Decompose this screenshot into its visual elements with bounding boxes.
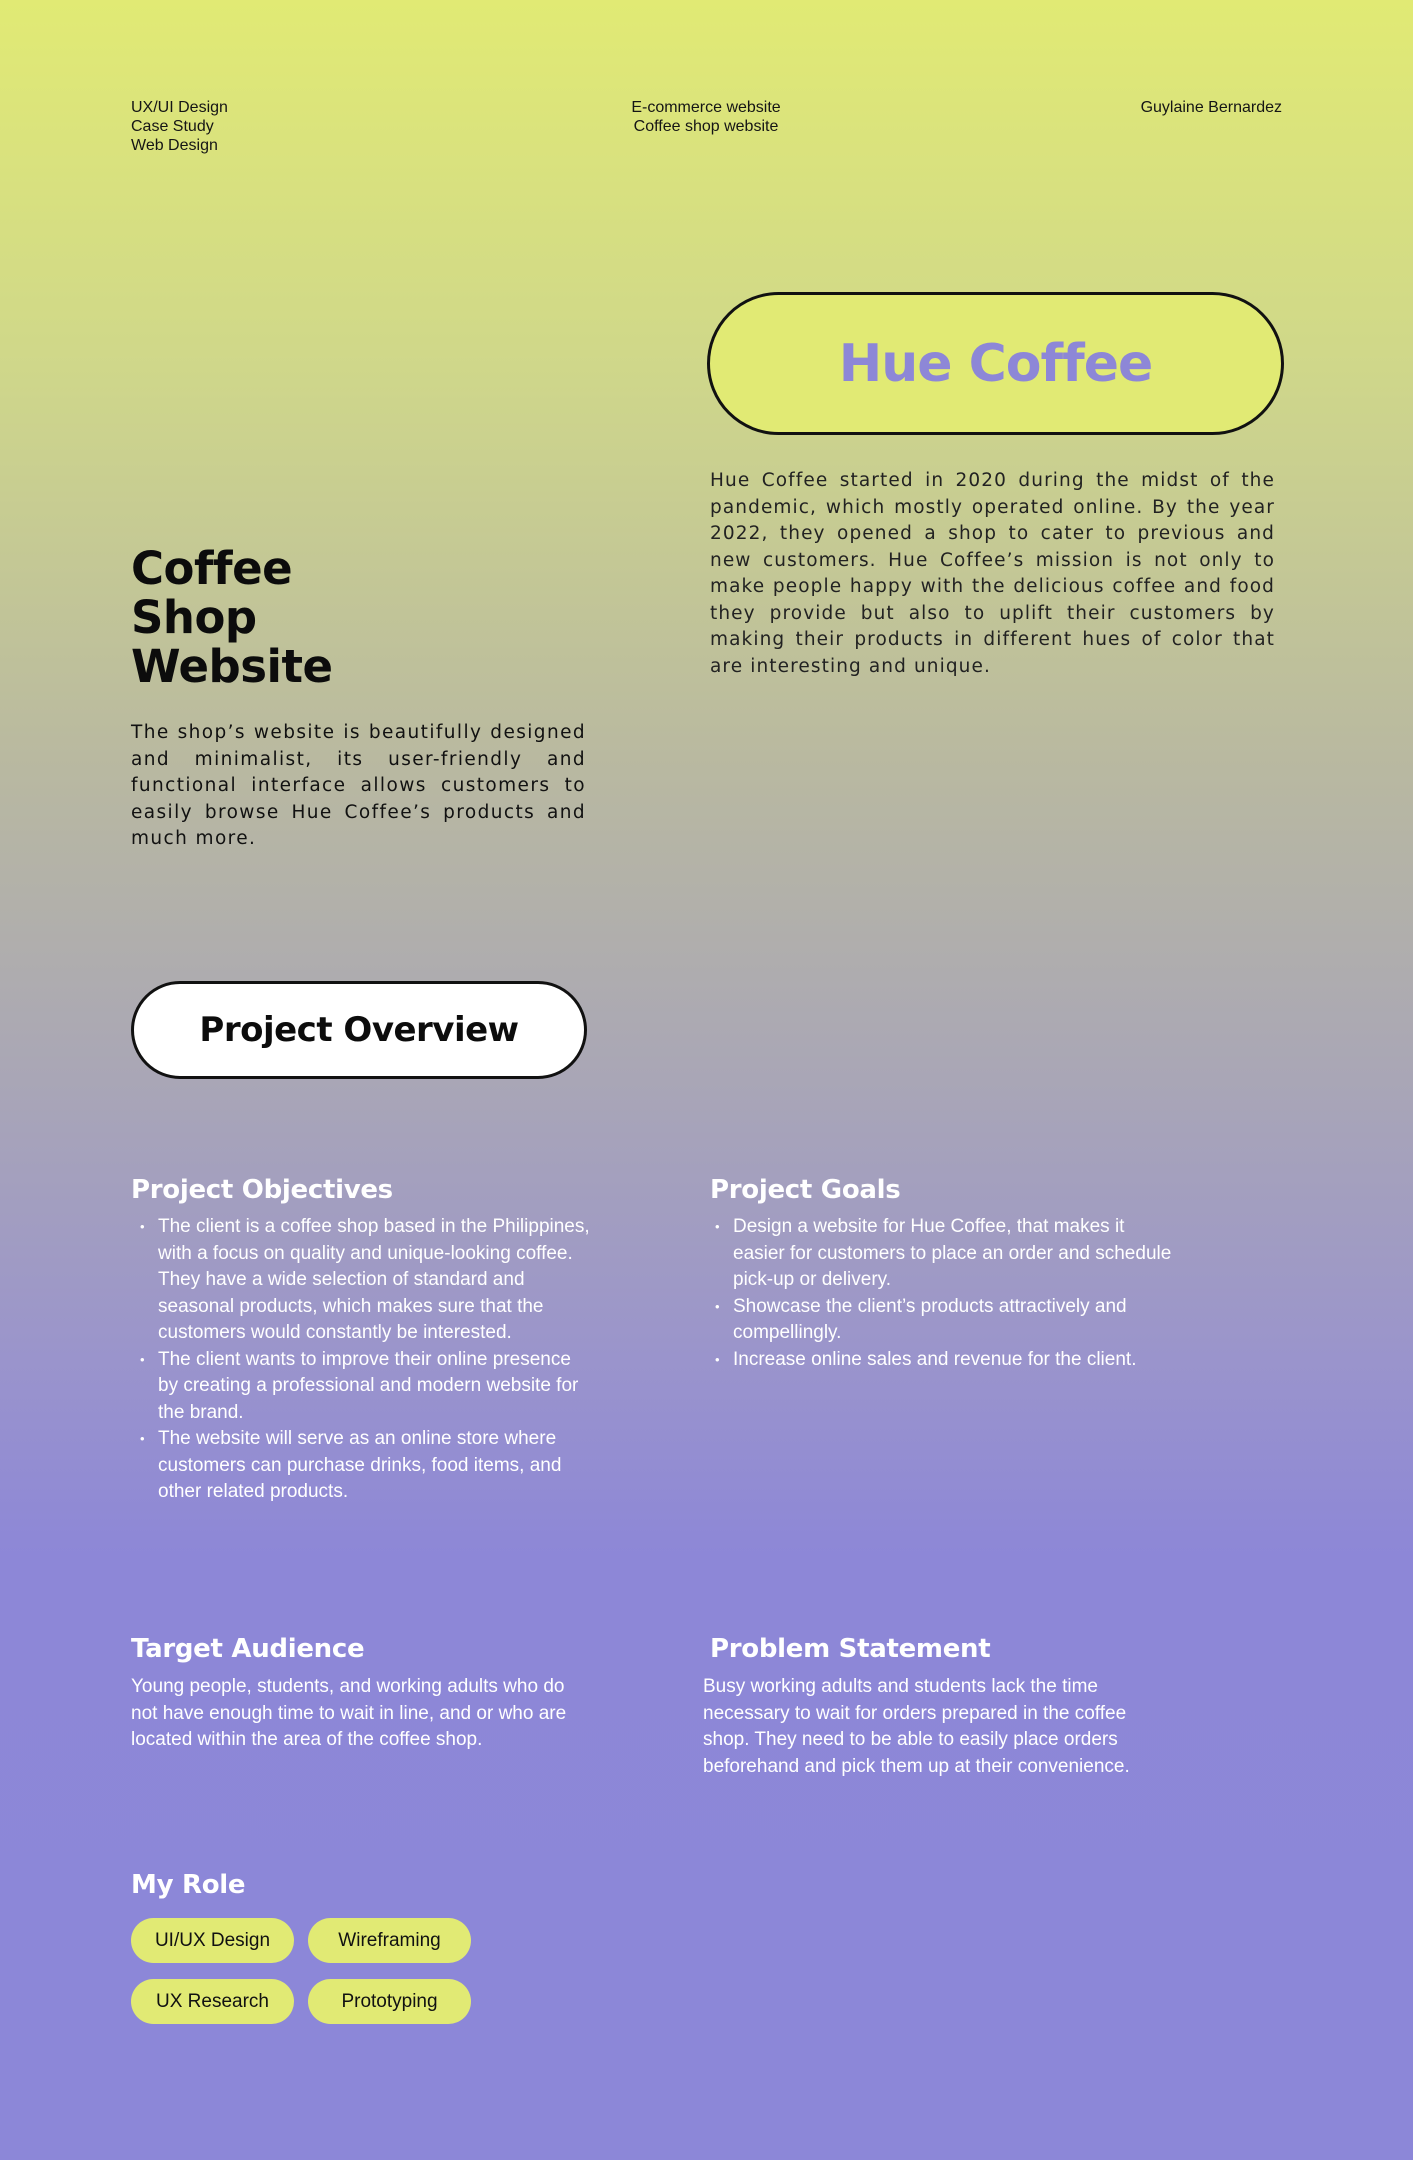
page-title-line: Shop — [131, 591, 257, 644]
problem-statement-body: Busy working adults and students lack the time necessary to wait for orders prepared in the coffee shop. They need to be able to easily place orders beforehand and pick them up at their convenience. — [703, 1676, 1130, 1777]
my-role-title: My Role — [131, 1870, 246, 1900]
target-audience-body: Young people, students, and working adults who do not have enough time to wait in line, and or who are located within the area of the coffee shop. — [131, 1676, 567, 1750]
role-chip-uiux-design: UI/UX Design — [131, 1918, 294, 1963]
meta-category: UX/UI Design — [131, 99, 228, 116]
header-meta-left — [131, 98, 228, 155]
target-audience-title: Target Audience — [131, 1634, 365, 1664]
brand-story: Hue Coffee started in 2020 during the midst of the pandemic, which mostly operated online. By the year 2022, they opened a shop to cater to previous and new customers. Hue Coffee’s mission is not only to make people happy with the delicious coffee and food they provide but also to uplift their customers by making their products in different hues of color that are interesting and unique. — [710, 470, 1275, 677]
meta-project-subject: Coffee shop website — [633, 118, 779, 135]
meta-project-kind: E-commerce website — [631, 99, 781, 116]
role-chip-prototyping: Prototyping — [308, 1979, 471, 2024]
problem-statement-title: Problem Statement — [710, 1634, 991, 1664]
meta-type: Case Study — [131, 118, 214, 135]
header-meta-right — [1000, 98, 1282, 117]
author-name: Guylaine Bernardez — [1140, 99, 1282, 116]
goals-list — [706, 1214, 1176, 1373]
page-title-line: Website — [131, 640, 333, 693]
page-title — [131, 544, 531, 691]
role-chip-ux-research: UX Research — [131, 1979, 294, 2024]
goals-title: Project Goals — [710, 1175, 901, 1205]
page-title-line: Coffee — [131, 542, 293, 595]
objectives-list — [131, 1214, 591, 1506]
project-overview-label: Project Overview — [199, 1010, 519, 1050]
list-item: • The client wants to improve their online presence by creating a professional and modern website for the brand. — [131, 1347, 591, 1427]
header-meta-center — [506, 98, 906, 136]
list-item: • Showcase the client’s products attractively and compellingly. — [706, 1294, 1176, 1347]
hero-description: The shop’s website is beautifully designed and minimalist, its user-friendly and functional interface allows customers to easily browse Hue Coffee’s products and much more. — [131, 722, 586, 849]
brand-title: Hue Coffee — [838, 333, 1153, 394]
list-item: • The website will serve as an online store where customers can purchase drinks, food items, and other related products. — [131, 1426, 591, 1506]
list-item: • Design a website for Hue Coffee, that makes it easier for customers to place an order and schedule pick-up or delivery. — [706, 1214, 1176, 1294]
project-overview-pill — [131, 981, 587, 1079]
list-item: • The client is a coffee shop based in the Philippines, with a focus on quality and unique-looking coffee. They have a wide selection of standard and seasonal products, which makes sure that the customers would constantly be interested. — [131, 1214, 591, 1347]
role-chip-wireframing: Wireframing — [308, 1918, 471, 1963]
meta-discipline: Web Design — [131, 137, 218, 154]
brand-pill — [707, 292, 1284, 435]
objectives-title: Project Objectives — [131, 1175, 393, 1205]
list-item: • Increase online sales and revenue for the client. — [706, 1347, 1176, 1374]
